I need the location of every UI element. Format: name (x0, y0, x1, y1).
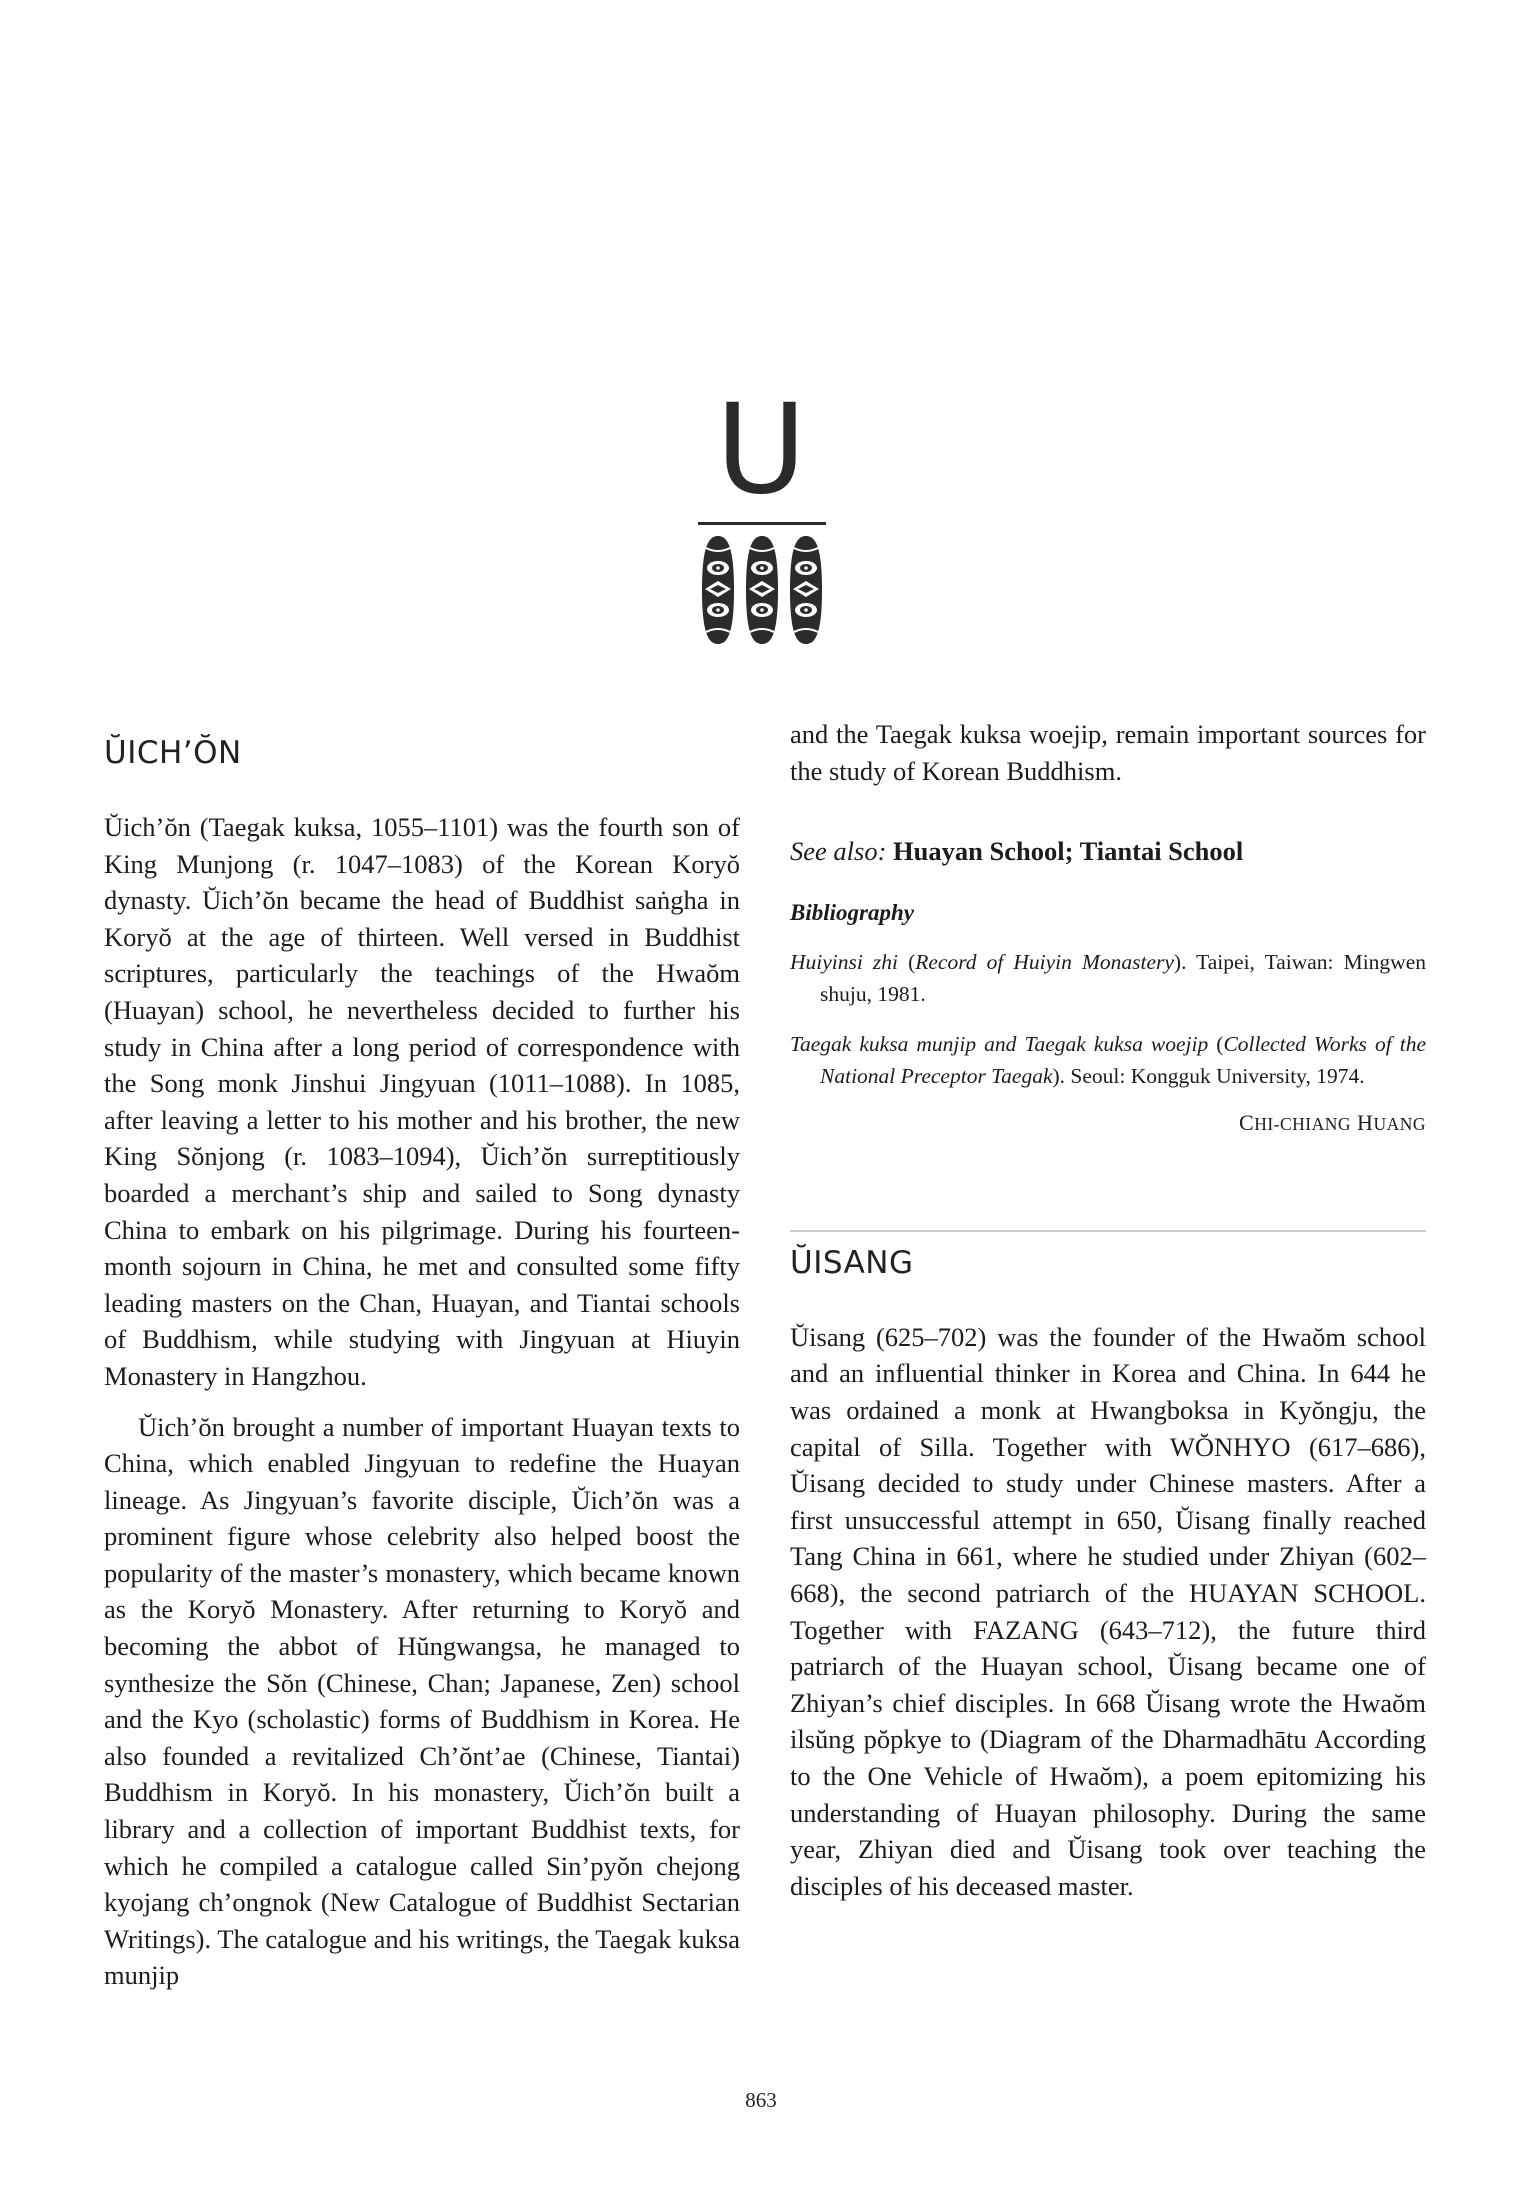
see-also (790, 833, 1426, 870)
section-rule (698, 522, 826, 525)
uichon-paragraph-3: and the Taegak kuksa woejip, remain important sources for the study of Korean Buddhism. (790, 719, 1426, 786)
page-number: 863 (745, 2088, 777, 2112)
bibliography-heading: Bibliography (790, 899, 914, 925)
uisang-paragraph-1: Ŭisang (625–702) was the founder of the Hwaŏm school and an influential thinker in Korea and China. In 644 he was ordained a monk at Hwangboksa in Kyŏngju, the capital of Silla. Together with WŎNHYO (617–686), Ŭisang decided to study under Chinese masters. After a first unsuccessful attempt in 650, Ŭisang finally reached Tang China in 661, where he studied under Zhiyan (602–668), the second patriarch of the HUAYAN SCHOOL. Together with FAZANG (643–712), the future third patriarch of the Huayan school, Ŭisang became one of Zhiyan’s chief disciples. In 668 Ŭisang wrote the Hwaŏm ilsŭng pŏpkye to (Diagram of the Dharmadhātu According to the One Vehicle of Hwaŏm), a poem epitomizing his understanding of Huayan philosophy. During the same year, Zhiyan died and Ŭisang took over teaching the disciples of his deceased master. (790, 1321, 1426, 1901)
bibliography-item: Taegak kuksa munjip and Taegak kuksa woejip (Collected Works of the National Preceptor Taegak). Seoul: Kongguk University, 1974. (790, 1031, 1426, 1088)
left-column (104, 722, 740, 1994)
uichon-paragraph-2: Ŭich’ŏn brought a number of important Huayan texts to China, which enabled Jingyuan to redefine the Huayan lineage. As Jingyuan’s favorite disciple, Ŭich’ŏn was a prominent figure whose celebrity also helped boost the popularity of the master’s monastery, which became known as the Koryŏ Monastery. After returning to Koryŏ and becoming the abbot of Hŭngwangsa, he managed to synthesize the Sŏn (Chinese, Chan; Japanese, Zen) school and the Kyo (scholastic) forms of Buddhism in Korea. He also founded a revitalized Ch’ŏnt’ae (Chinese, Tiantai) Buddhism in Koryŏ. In his monastery, Ŭich’ŏn built a library and a collection of important Buddhist texts, for which he compiled a catalogue called Sin’pyŏn chejong kyojang ch’ongnok (New Catalogue of Buddhist Sectarian Writings). The catalogue and his writings, the Taegak kuksa munjip (104, 1411, 740, 1991)
see-also-links[interactable]: Huayan School; Tiantai School (893, 836, 1244, 867)
see-also-label: See also: (790, 836, 887, 867)
uichon-paragraph-1: Ŭich’ŏn (Taegak kuksa, 1055–1101) was the fourth son of King Munjong (r. 1047–1083) of the Korean Koryŏ dynasty. Ŭich’ŏn became the head of Buddhist saṅgha in Koryŏ at the age of thirteen. Well versed in Buddhist scriptures, particularly the teachings of the Hwaŏm (Huayan) school, he nevertheless decided to further his study in China after a long period of correspondence with the Song monk Jinshui Jingyuan (1011–1088). In 1085, after leaving a letter to his mother and his brother, the new King Sŏnjong (r. 1083–1094), Ŭich’ŏn surreptitiously boarded a merchant’s ship and sailed to Song dynasty China to embark on his pilgrimage. During his fourteen-month sojourn in China, he met and consulted some fifty leading masters on the Chan, Huayan, and Tiantai schools of Buddhism, while studying with Jingyuan at Hiuyin Monastery in Hangzhou. (104, 812, 740, 1391)
section-letter: U (715, 378, 807, 522)
author-signature: CHI-CHIANG HUANG (1239, 1109, 1426, 1135)
three-bead-ornament-icon (694, 534, 830, 646)
right-column (790, 716, 1426, 1904)
entry-divider (790, 1230, 1426, 1232)
bibliography-item: Huiyinsi zhi (Record of Huiyin Monastery). Taipei, Taiwan: Mingwen shuju, 1981. (790, 949, 1427, 1006)
entry-title-uichon: ŬICH’ŎN (104, 735, 242, 771)
entry-title-uisang: ŬISANG (790, 1244, 914, 1281)
